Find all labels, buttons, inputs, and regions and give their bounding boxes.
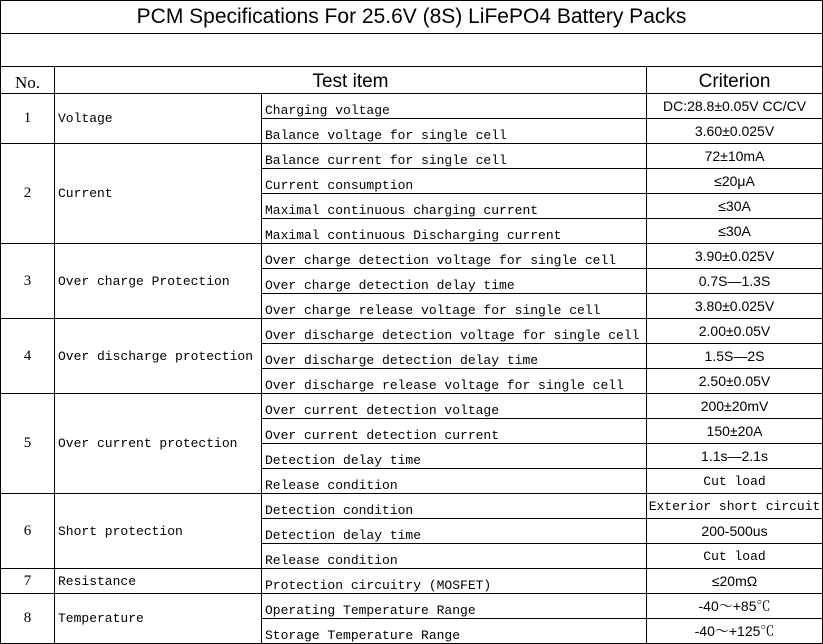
test-item-cell: Over charge release voltage for single cell xyxy=(262,294,647,319)
criterion-cell: 1.5S—2S xyxy=(647,344,823,369)
test-item-cell: Over discharge detection delay time xyxy=(262,344,647,369)
test-item-cell: Release condition xyxy=(262,544,647,569)
table-row xyxy=(1,394,823,419)
test-item-cell: Over discharge detection voltage for single cell xyxy=(262,319,647,344)
group-number: 7 xyxy=(1,569,55,594)
table-row xyxy=(1,569,823,594)
group-category: Short protection xyxy=(55,494,262,569)
group-category: Voltage xyxy=(55,94,262,144)
test-item-cell: Over charge detection delay time xyxy=(262,269,647,294)
blank-row xyxy=(1,34,823,67)
test-item-cell: Detection condition xyxy=(262,494,647,519)
criterion-cell: 1.1s—2.1s xyxy=(647,444,823,469)
header-criterion: Criterion xyxy=(647,67,823,94)
group-category: Over current protection xyxy=(55,394,262,494)
criterion-cell: ≤30A xyxy=(647,219,823,244)
page-title: PCM Specifications For 25.6V (8S) LiFePO4 Battery Packs xyxy=(1,1,823,34)
criterion-cell: 72±10mA xyxy=(647,144,823,169)
criterion-cell: 200±20mV xyxy=(647,394,823,419)
test-item-cell: Charging voltage xyxy=(262,94,647,119)
group-category: Over charge Protection xyxy=(55,244,262,319)
test-item-cell: Storage Temperature Range xyxy=(262,619,647,644)
group-number: 4 xyxy=(1,319,55,394)
criterion-cell: -40～+85℃ xyxy=(647,594,823,619)
group-number: 1 xyxy=(1,94,55,144)
test-item-cell: Over current detection current xyxy=(262,419,647,444)
criterion-cell: ≤20mΩ xyxy=(647,569,823,594)
test-item-cell: Protection circuitry (MOSFET) xyxy=(262,569,647,594)
blank-cell xyxy=(1,34,823,67)
test-item-cell: Over current detection voltage xyxy=(262,394,647,419)
test-item-cell: Balance voltage for single cell xyxy=(262,119,647,144)
criterion-cell: DC:28.8±0.05V CC/CV xyxy=(647,94,823,119)
spec-table-body xyxy=(1,1,823,644)
title-row xyxy=(1,1,823,34)
criterion-cell: Cut load xyxy=(647,544,823,569)
group-number: 2 xyxy=(1,144,55,244)
table-row xyxy=(1,144,823,169)
table-row xyxy=(1,494,823,519)
criterion-cell: -40～+125℃ xyxy=(647,619,823,644)
group-category: Current xyxy=(55,144,262,244)
table-row xyxy=(1,594,823,619)
test-item-cell: Detection delay time xyxy=(262,519,647,544)
group-category: Temperature xyxy=(55,594,262,644)
header-no: No. xyxy=(1,67,55,94)
criterion-cell: 3.60±0.025V xyxy=(647,119,823,144)
group-number: 6 xyxy=(1,494,55,569)
test-item-cell: Over discharge release voltage for single cell xyxy=(262,369,647,394)
test-item-cell: Release condition xyxy=(262,469,647,494)
group-number: 8 xyxy=(1,594,55,644)
criterion-cell: 2.50±0.05V xyxy=(647,369,823,394)
table-row xyxy=(1,244,823,269)
criterion-cell: 150±20A xyxy=(647,419,823,444)
criterion-cell: 0.7S—1.3S xyxy=(647,269,823,294)
criterion-cell: ≤20μA xyxy=(647,169,823,194)
criterion-cell: 3.90±0.025V xyxy=(647,244,823,269)
group-category: Over discharge protection xyxy=(55,319,262,394)
criterion-cell: 200-500us xyxy=(647,519,823,544)
group-category: Resistance xyxy=(55,569,262,594)
criterion-cell: 2.00±0.05V xyxy=(647,319,823,344)
header-test-item: Test item xyxy=(55,67,647,94)
criterion-cell: Exterior short circuit xyxy=(647,494,823,519)
header-row xyxy=(1,67,823,94)
test-item-cell: Over charge detection voltage for single cell xyxy=(262,244,647,269)
criterion-cell: ≤30A xyxy=(647,194,823,219)
test-item-cell: Operating Temperature Range xyxy=(262,594,647,619)
group-number: 5 xyxy=(1,394,55,494)
criterion-cell: 3.80±0.025V xyxy=(647,294,823,319)
group-number: 3 xyxy=(1,244,55,319)
test-item-cell: Detection delay time xyxy=(262,444,647,469)
test-item-cell: Current consumption xyxy=(262,169,647,194)
criterion-cell: Cut load xyxy=(647,469,823,494)
table-row xyxy=(1,94,823,119)
table-row xyxy=(1,319,823,344)
test-item-cell: Balance current for single cell xyxy=(262,144,647,169)
test-item-cell: Maximal continuous Discharging current xyxy=(262,219,647,244)
test-item-cell: Maximal continuous charging current xyxy=(262,194,647,219)
